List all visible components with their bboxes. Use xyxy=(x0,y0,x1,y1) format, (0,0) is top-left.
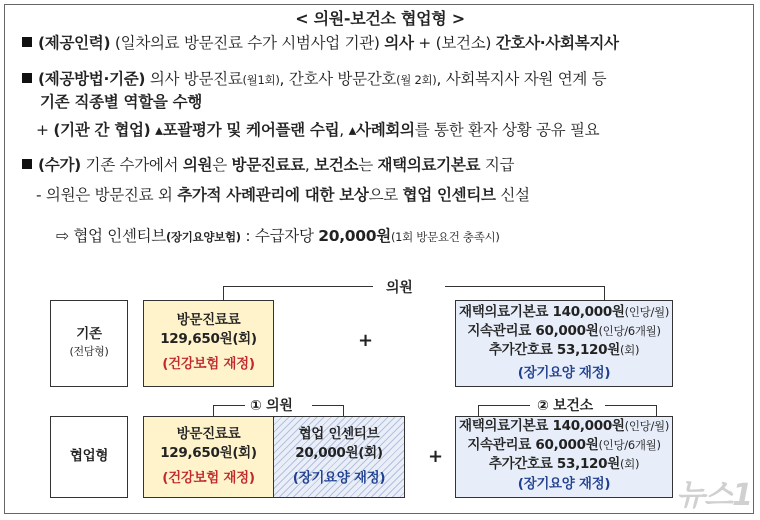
collaboration-line: + (기관 간 협업) ▴포괄평가 및 케어플랜 수립, ▴사례회의를 통한 환자 상황 공유 필요 xyxy=(36,121,600,139)
visit-fee-title: 방문진료료 xyxy=(176,426,241,442)
existing-type-box xyxy=(50,300,128,387)
bracket-line xyxy=(478,405,479,416)
plus-sign: + xyxy=(358,330,374,351)
square-bullet-icon xyxy=(22,159,32,169)
bullet-provider: (제공인력) (일차의료 방문진료 수가 시범사업 기관) 의사 + (보건소) 간호사·사회복지사 xyxy=(22,33,619,53)
ltc-funding: (장기요양 재정) xyxy=(517,476,611,492)
bracket-line xyxy=(223,286,224,300)
bracket-line xyxy=(343,405,344,416)
visit-fee-funding: (건강보험 재정) xyxy=(162,356,255,372)
bullet-fee: (수가) 기존 수가에서 의원은 방문진료료, 보건소는 재택의료기본료 지급 xyxy=(22,155,514,175)
visit-fee-box xyxy=(143,300,274,387)
health-center-fee-box xyxy=(455,416,673,498)
bracket-line xyxy=(605,405,657,406)
square-bullet-icon xyxy=(22,73,32,83)
arrow-icon: ⇨ xyxy=(56,227,69,245)
incentive-amount: 20,000원(회) xyxy=(295,445,383,461)
visit-fee-amount: 129,650원(회) xyxy=(160,445,257,461)
health-center-label: ② 보건소 xyxy=(537,398,593,414)
bracket-line xyxy=(478,405,530,406)
ltc-fee-line1: 재택의료기본료 140,000원(인당/월) xyxy=(458,418,670,434)
fee-subline: - 의원은 방문진료 외 추가적 사례관리에 대한 보상으로 협업 인센티브 신설 xyxy=(36,186,530,204)
incentive-line: ⇨ 협업 인센티브(장기요양보험) : 수급자당 20,000원(1회 방문요건 충족시) xyxy=(56,227,500,245)
bracket-line xyxy=(213,405,245,406)
collab-type-box xyxy=(50,416,128,498)
ltc-fee-line3: 추가간호료 53,120원(회) xyxy=(488,456,640,472)
collab-visit-fee-box xyxy=(143,416,274,498)
ltc-fee-line3: 추가간호료 53,120원(회) xyxy=(488,342,640,358)
incentive-box xyxy=(273,416,405,498)
incentive-title: 협업 인센티브 xyxy=(298,426,380,442)
bracket-line xyxy=(445,286,605,287)
visit-fee-title: 방문진료료 xyxy=(176,312,241,328)
ltc-fee-line2: 지속관리료 60,000원(인당/6개월) xyxy=(467,323,661,339)
bracket-line xyxy=(312,405,344,406)
square-bullet-icon xyxy=(22,37,32,47)
page-title: < 의원-보건소 협업형 > xyxy=(295,9,465,28)
plus-sign: + xyxy=(428,446,444,467)
visit-fee-amount: 129,650원(회) xyxy=(160,331,257,347)
bracket-line xyxy=(656,405,657,416)
bullet-method: (제공방법·기준) 의사 방문진료(월1회), 간호사 방문간호(월 2회), 사회복지사 자원 연계 등 xyxy=(22,69,606,90)
visit-fee-funding: (건강보험 재정) xyxy=(162,470,255,486)
news1-watermark-logo: 뉴스1 xyxy=(676,478,752,513)
ltc-fee-box xyxy=(455,300,673,387)
incentive-funding: (장기요양 재정) xyxy=(292,470,386,486)
ltc-fee-line2: 지속관리료 60,000원(인당/6개월) xyxy=(467,437,661,453)
clinic-top-label: 의원 xyxy=(386,280,413,296)
ltc-funding: (장기요양 재정) xyxy=(517,365,611,381)
method-continuation: 기존 직종별 역할을 수행 xyxy=(40,93,203,111)
collab-label: 협업형 xyxy=(69,448,109,464)
bracket-line xyxy=(604,286,605,300)
existing-sublabel: (전담형) xyxy=(69,345,109,358)
bracket-line xyxy=(213,405,214,416)
clinic-label: ① 의원 xyxy=(250,398,293,414)
bracket-line xyxy=(223,286,373,287)
ltc-fee-line1: 재택의료기본료 140,000원(인당/월) xyxy=(458,304,670,320)
existing-label: 기존 xyxy=(76,326,102,342)
